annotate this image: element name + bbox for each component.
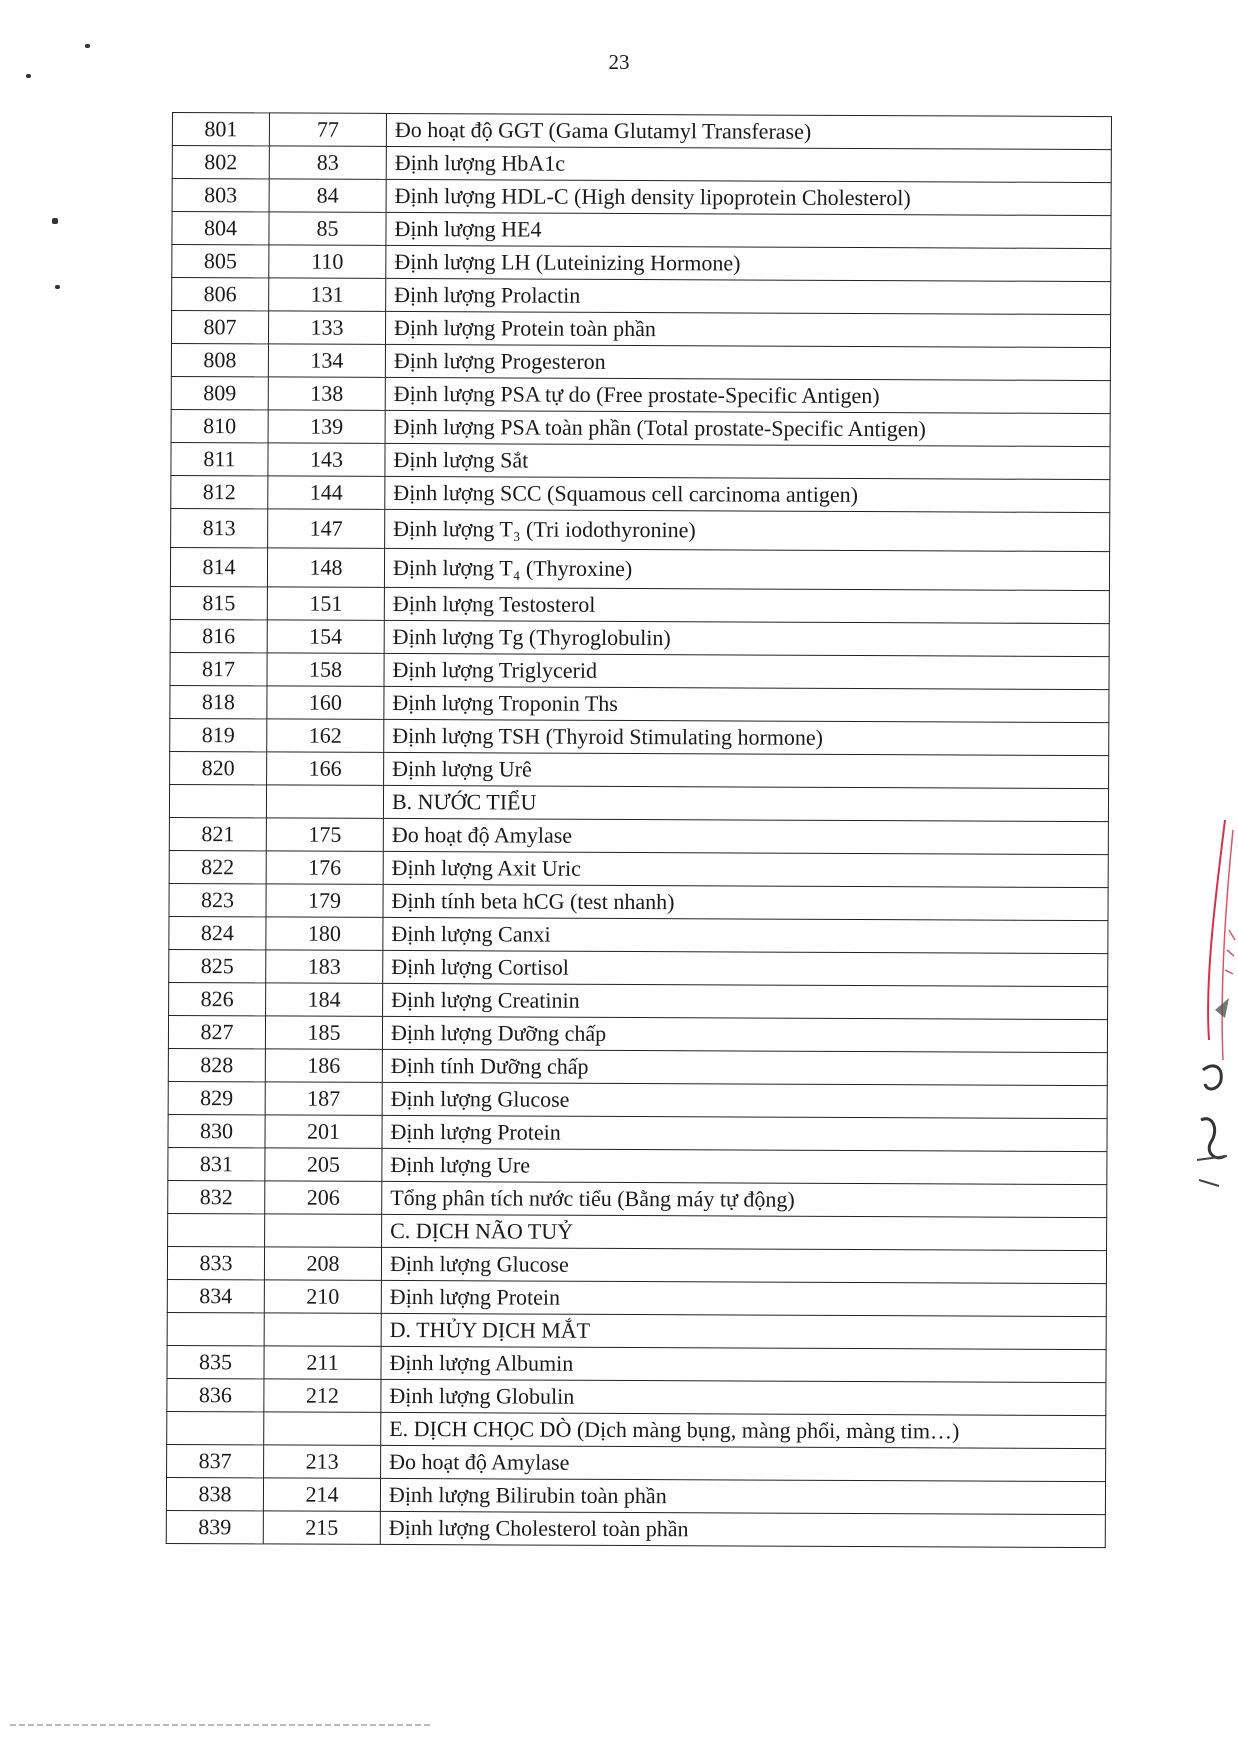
section-title: E. DỊCH CHỌC DÒ (Dịch màng bụng, màng phổi, màng tim…)	[381, 1412, 1106, 1448]
row-stt: 831	[168, 1147, 265, 1180]
row-service-name: Định lượng TSH (Thyroid Stimulating hormone)	[384, 719, 1109, 755]
row-code: 131	[269, 278, 386, 312]
row-code: 138	[268, 377, 385, 411]
row-code: 184	[266, 983, 383, 1017]
scan-speck	[85, 44, 90, 48]
table-row	[169, 883, 1108, 920]
row-stt	[169, 784, 266, 817]
row-service-name: Định lượng HE4	[386, 212, 1111, 248]
page-number: 23	[608, 50, 630, 74]
row-stt: 807	[171, 311, 268, 344]
row-service-name: Định lượng T₃ (Tri iodothyronine)	[385, 509, 1110, 551]
row-stt: 805	[172, 245, 269, 278]
row-service-name: Định lượng Glucose	[382, 1082, 1107, 1118]
table-row	[172, 179, 1111, 216]
services-table-container	[166, 112, 1112, 1548]
row-code: 208	[264, 1247, 381, 1281]
row-code: 211	[264, 1346, 381, 1380]
row-code: 175	[266, 818, 383, 852]
table-row	[168, 1048, 1107, 1085]
scan-speck	[52, 218, 58, 224]
table-row	[172, 113, 1111, 150]
table-row	[168, 1015, 1107, 1052]
table-row	[167, 1279, 1106, 1316]
row-stt: 837	[167, 1444, 264, 1477]
row-service-name: Định lượng SCC (Squamous cell carcinoma antigen)	[385, 476, 1110, 512]
row-code: 213	[264, 1445, 381, 1479]
row-code	[264, 1313, 381, 1347]
row-code: 144	[268, 476, 385, 510]
row-service-name: Định lượng Prolactin	[386, 278, 1111, 314]
table-row	[167, 1444, 1106, 1481]
table-row	[169, 916, 1108, 953]
row-code: 187	[265, 1082, 382, 1116]
row-service-name: Định lượng Urê	[384, 752, 1109, 788]
row-code: 158	[267, 653, 384, 687]
row-code: 147	[268, 509, 385, 549]
services-table-body	[166, 113, 1111, 1548]
table-row	[171, 475, 1110, 512]
table-row	[166, 1510, 1105, 1547]
table-row	[171, 409, 1110, 446]
scan-artifact-line	[10, 1724, 430, 1726]
row-stt: 810	[171, 409, 268, 442]
row-service-name: Định lượng Cholesterol toàn phần	[380, 1511, 1105, 1547]
row-service-name: Định lượng PSA toàn phần (Total prostate-Specific Antigen)	[385, 410, 1110, 446]
row-service-name: Định lượng HbA1c	[386, 146, 1111, 182]
table-row	[167, 1246, 1106, 1283]
row-code: 85	[269, 212, 386, 246]
row-service-name: Định lượng Protein toàn phần	[385, 311, 1110, 347]
row-service-name: Định lượng Tg (Thyroglobulin)	[384, 620, 1109, 656]
row-code: 179	[266, 884, 383, 918]
row-code	[264, 1412, 381, 1446]
row-code: 166	[267, 752, 384, 786]
row-code: 160	[267, 686, 384, 720]
row-service-name: Định lượng Triglycerid	[384, 653, 1109, 689]
table-row	[170, 751, 1109, 788]
row-service-name: Định lượng Glucose	[381, 1247, 1106, 1283]
table-row	[171, 508, 1110, 551]
row-stt: 804	[172, 212, 269, 245]
row-stt: 820	[170, 751, 267, 784]
row-service-name: Định lượng Protein	[381, 1280, 1106, 1316]
table-row	[172, 212, 1111, 249]
table-row	[170, 619, 1109, 656]
row-stt: 808	[171, 343, 268, 376]
row-stt: 809	[171, 376, 268, 409]
row-service-name: Định lượng T₄ (Thyroxine)	[384, 548, 1109, 590]
table-row	[171, 311, 1110, 348]
services-table	[166, 112, 1112, 1548]
table-row	[168, 1114, 1107, 1151]
table-row	[172, 146, 1111, 183]
row-service-name: Đo hoạt độ GGT (Gama Glutamyl Transferase)	[386, 113, 1111, 149]
row-stt: 813	[171, 508, 268, 547]
row-stt: 821	[169, 817, 266, 850]
table-row	[172, 245, 1111, 282]
row-service-name: Định lượng Bilirubin toàn phần	[380, 1478, 1105, 1514]
row-code: 201	[265, 1115, 382, 1149]
row-stt: 806	[172, 278, 269, 311]
scan-speck	[26, 74, 31, 78]
row-stt: 818	[170, 685, 267, 718]
row-service-name: Định tính beta hCG (test nhanh)	[383, 884, 1108, 920]
red-seal-stamp	[1195, 820, 1238, 1240]
row-stt: 816	[170, 619, 267, 652]
row-code: 180	[266, 917, 383, 951]
row-code: 183	[266, 950, 383, 984]
row-stt: 839	[166, 1510, 263, 1543]
row-service-name: Đo hoạt độ Amylase	[381, 1445, 1106, 1481]
section-title: C. DỊCH NÃO TUỶ	[382, 1214, 1107, 1250]
row-stt: 822	[169, 850, 266, 883]
row-stt: 803	[172, 179, 269, 212]
row-code: 215	[263, 1511, 380, 1545]
section-header-row	[167, 1411, 1106, 1448]
row-stt: 829	[168, 1081, 265, 1114]
row-stt: 811	[171, 442, 268, 475]
row-code: 77	[269, 113, 386, 147]
scan-speck	[55, 285, 60, 289]
row-service-name: Định lượng Testosterol	[384, 587, 1109, 623]
table-row	[169, 949, 1108, 986]
row-service-name: Định lượng Sắt	[385, 443, 1110, 479]
row-stt: 812	[171, 475, 268, 508]
row-stt: 825	[169, 949, 266, 982]
table-row	[169, 850, 1108, 887]
table-row	[168, 1180, 1107, 1217]
table-row	[170, 652, 1109, 689]
row-service-name: Tổng phân tích nước tiểu (Bằng máy tự động)	[382, 1181, 1107, 1217]
row-code: 148	[267, 548, 384, 588]
row-service-name: Định lượng Creatinin	[383, 983, 1108, 1019]
row-stt: 826	[169, 982, 266, 1015]
row-service-name: Định lượng PSA tự do (Free prostate-Specific Antigen)	[385, 377, 1110, 413]
row-code: 176	[266, 851, 383, 885]
row-service-name: Định lượng Canxi	[383, 917, 1108, 953]
row-code: 185	[265, 1016, 382, 1050]
row-service-name: Định tính Dưỡng chấp	[382, 1049, 1107, 1085]
row-code: 134	[268, 344, 385, 378]
table-row	[169, 982, 1108, 1019]
row-service-name: Định lượng Globulin	[381, 1379, 1106, 1415]
row-stt: 833	[167, 1246, 264, 1279]
table-row	[169, 817, 1108, 854]
row-stt: 832	[168, 1180, 265, 1213]
row-service-name: Định lượng HDL-C (High density lipoprotein Cholesterol)	[386, 179, 1111, 215]
row-stt	[167, 1312, 264, 1345]
row-service-name: Định lượng Ure	[382, 1148, 1107, 1184]
row-code	[266, 785, 383, 819]
row-stt: 824	[169, 916, 266, 949]
row-service-name: Định lượng LH (Luteinizing Hormone)	[386, 245, 1111, 281]
row-stt: 815	[170, 586, 267, 619]
row-code: 210	[264, 1280, 381, 1314]
row-code: 212	[264, 1379, 381, 1413]
table-row	[172, 278, 1111, 315]
row-stt: 827	[168, 1015, 265, 1048]
row-code: 205	[265, 1148, 382, 1182]
row-code: 133	[268, 311, 385, 345]
row-service-name: Định lượng Cortisol	[383, 950, 1108, 986]
table-row	[170, 718, 1109, 755]
table-row	[167, 1345, 1106, 1382]
table-row	[168, 1081, 1107, 1118]
row-stt	[167, 1411, 264, 1444]
row-stt	[168, 1213, 265, 1246]
row-stt: 817	[170, 652, 267, 685]
table-row	[171, 442, 1110, 479]
row-stt: 819	[170, 718, 267, 751]
section-title: B. NƯỚC TIỂU	[383, 785, 1108, 821]
row-service-name: Định lượng Albumin	[381, 1346, 1106, 1382]
row-service-name: Đo hoạt độ Amylase	[383, 818, 1108, 854]
table-row	[171, 376, 1110, 413]
table-row	[171, 343, 1110, 380]
table-row	[170, 586, 1109, 623]
row-service-name: Định lượng Axit Uric	[383, 851, 1108, 887]
row-stt: 823	[169, 883, 266, 916]
row-code: 110	[269, 245, 386, 279]
table-row	[170, 547, 1109, 590]
row-stt: 836	[167, 1378, 264, 1411]
section-title: D. THỦY DỊCH MẮT	[381, 1313, 1106, 1349]
row-stt: 814	[170, 547, 267, 586]
row-code: 186	[265, 1049, 382, 1083]
row-code: 214	[263, 1478, 380, 1512]
row-service-name: Định lượng Protein	[382, 1115, 1107, 1151]
section-header-row	[168, 1213, 1107, 1250]
section-header-row	[167, 1312, 1106, 1349]
row-code: 83	[269, 146, 386, 180]
row-stt: 838	[166, 1477, 263, 1510]
row-stt: 834	[167, 1279, 264, 1312]
row-code: 84	[269, 179, 386, 213]
row-service-name: Định lượng Dưỡng chấp	[382, 1016, 1107, 1052]
table-row	[170, 685, 1109, 722]
row-code: 162	[267, 719, 384, 753]
row-stt: 828	[168, 1048, 265, 1081]
row-code: 139	[268, 410, 385, 444]
row-service-name: Định lượng Troponin Ths	[384, 686, 1109, 722]
row-code: 143	[268, 443, 385, 477]
table-row	[166, 1477, 1105, 1514]
table-row	[168, 1147, 1107, 1184]
row-service-name: Định lượng Progesteron	[385, 344, 1110, 380]
table-row	[167, 1378, 1106, 1415]
row-stt: 830	[168, 1114, 265, 1147]
row-code	[265, 1214, 382, 1248]
section-header-row	[169, 784, 1108, 821]
row-code: 151	[267, 587, 384, 621]
row-code: 154	[267, 620, 384, 654]
row-stt: 801	[172, 113, 269, 146]
row-code: 206	[265, 1181, 382, 1215]
row-stt: 802	[172, 146, 269, 179]
row-stt: 835	[167, 1345, 264, 1378]
